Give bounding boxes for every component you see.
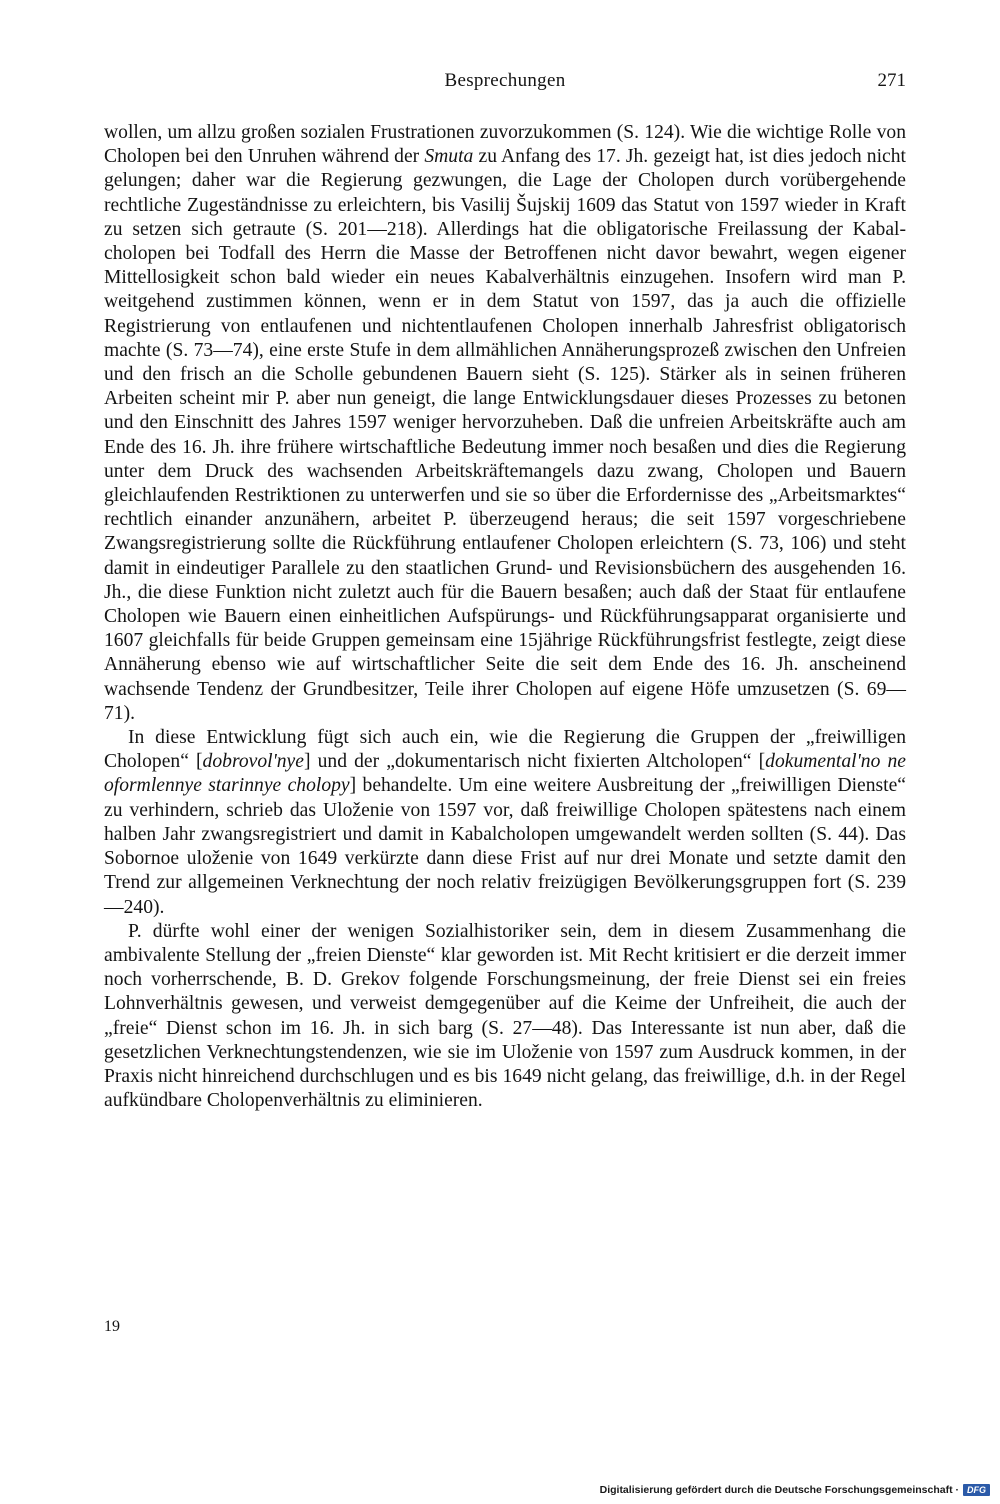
italic-term: dokumental'no ne oformlennye starinnye cholopy <box>104 751 906 797</box>
page-header <box>104 70 906 100</box>
page-number: 271 <box>877 70 906 91</box>
running-head: Besprechungen <box>444 70 566 91</box>
italic-term: dobrovol'nye <box>202 751 304 773</box>
text-run: In diese Entwicklung fügt sich auch ein, wie die Regierung die Gruppen der „freiwilligen Cholopen“ [ <box>104 727 906 773</box>
text-run: P. dürfte wohl einer der wenigen Sozialhistoriker sein, dem in diesem Zusammenhang die ambivalente Stellung der „freien Dienste“ klar geworden ist. Mit Recht kritisiert er die derzeit immer noch vorherrschende, B. D. Grekov folgende Forschungsmeinung, der freie Dienst sei ein freies Lohnverhältnis gewesen, und verweist demgegenüber auf die Keime der Unfreiheit, die auch der „freie“ Dienst schon im 16. Jh. in sich barg (S. 27—48). Das Interessante ist nun aber, daß die gesetzlichen Verknechtungstendenzen, wie sie im Uloženie von 1597 zum Ausdruck kommen, in der Praxis nicht hinreichend durchschlugen und es bis 1649 nicht gelang, das freiwillige, d.h. in der Regel aufkündbare Cholopenverhältnis zu eliminieren. <box>104 920 906 1112</box>
text-run: ] und der „dokumentarisch nicht fixierten Altcholopen“ [ <box>303 751 766 773</box>
text-run: ] behandelte. Um eine weitere Ausbreitung der „freiwilligen Dienste“ zu verhindern, schrieb das Uloženie von 1597 vor, daß freiwillige Cholopen spätestens nach einem halben Jahr zwangsregistriert und damit in Kabalcholopen umgewandelt werden sollten (S. 44). Das Sobornoe uloženie von 1649 verkürzte dann diese Frist auf nur drei Monate und setzte damit den Trend zur allgemeinen Verknechtung der noch relativ freizügigen Bevölkerungsgruppen fort (S. 239—240). <box>104 775 906 918</box>
digitization-credit <box>600 1484 990 1496</box>
paragraph-3 <box>104 920 906 1114</box>
text-run: zu Anfang des 17. Jh. gezeigt hat, ist dies jedoch nicht gelungen; daher war die Regierung gezwungen, die Lage der Cholopen durch vorübergehende rechtliche Zugeständnisse zu erleichtern, bis Vasilij Šujskij 1609 das Statut von 1597 wieder in Kraft zu setzen sich getraute (S. 201—218). Allerdings hat die obligatorische Freilassung der Kabalcholopen bei Todfall des Herrn die Masse der Betroffenen nicht davor bewahrt, wegen eigener Mittellosigkeit schon bald wieder ein neues Kabalverhältnis einzugehen. Insofern wird man P. weitgehend zustimmen können, wenn er in dem Statut von 1597, das ja auch die offizielle Registrierung von entlaufenen und nichtentlaufenen Cholopen innerhalb Jahresfrist obligatorisch machte (S. 73—74), eine erste Stufe in dem allmählichen Annäherungsprozeß zwischen den Unfreien und den frisch an die Scholle gebundenen Bauern sieht (S. 125). Stärker als in seinen früheren Arbeiten scheint mir P. aber nun geneigt, die lange Entwicklungsdauer dieses Prozesses zu betonen und den Einschnitt des Jahres 1597 weniger hervorzuheben. Daß die unfreien Arbeitskräfte auch am Ende des 16. Jh. ihre frühere wirtschaftliche Bedeutung immer noch besaßen und dies die Regierung unter dem Druck des wachsenden Arbeitskräftemangels dazu zwang, Cholopen und Bauern gleichlaufenden Restriktionen zu unterwerfen und sie so über die Erfordernisse des „Arbeitsmarktes“ rechtlich einander anzunähern, arbeitet P. überzeugend heraus; die seit 1597 vorgeschriebene Zwangsregistrierung sollte die Rückführung entlaufener Cholopen erleichtern (S. 73, 106) und steht damit in eindeutiger Parallele zu den staatlichen Grund- und Revisionsbüchern des ausgehenden 16. Jh., die diese Funktion nicht zuletzt auch für die Bauern besaßen; auch daß der Staat für entlaufene Cholopen wie Bauern einen einheitlichen Aufspürungs- und Rückführungsapparat organisierte und 1607 gleichfalls für beide Gruppen gemeinsam eine 15jährige Rückführungsfrist festlegte, zeigt diese Annäherung ebenso wie auf wirtschaftlicher Seite die seit dem Ende des 16. Jh. anscheinend wachsende Tendenz der Grundbesitzer, Teile ihrer Cholopen auf eigene Höfe umzusetzen (S. 69—71). <box>104 146 906 724</box>
dfg-logo: DFG <box>963 1484 990 1496</box>
paragraph-2 <box>104 726 906 920</box>
text-body <box>104 121 906 1113</box>
paragraph-1 <box>104 121 906 726</box>
italic-term: Smuta <box>424 146 474 168</box>
text-run: wollen, um allzu großen sozialen Frustrationen zuvorzukommen (S. 124). Wie die wichtige Rolle von Cholopen bei den Unruhen während der <box>104 122 906 168</box>
page-signature: 19 <box>104 1318 120 1335</box>
credit-text: Digitalisierung gefördert durch die Deutsche Forschungsgemeinschaft · <box>599 1484 959 1496</box>
